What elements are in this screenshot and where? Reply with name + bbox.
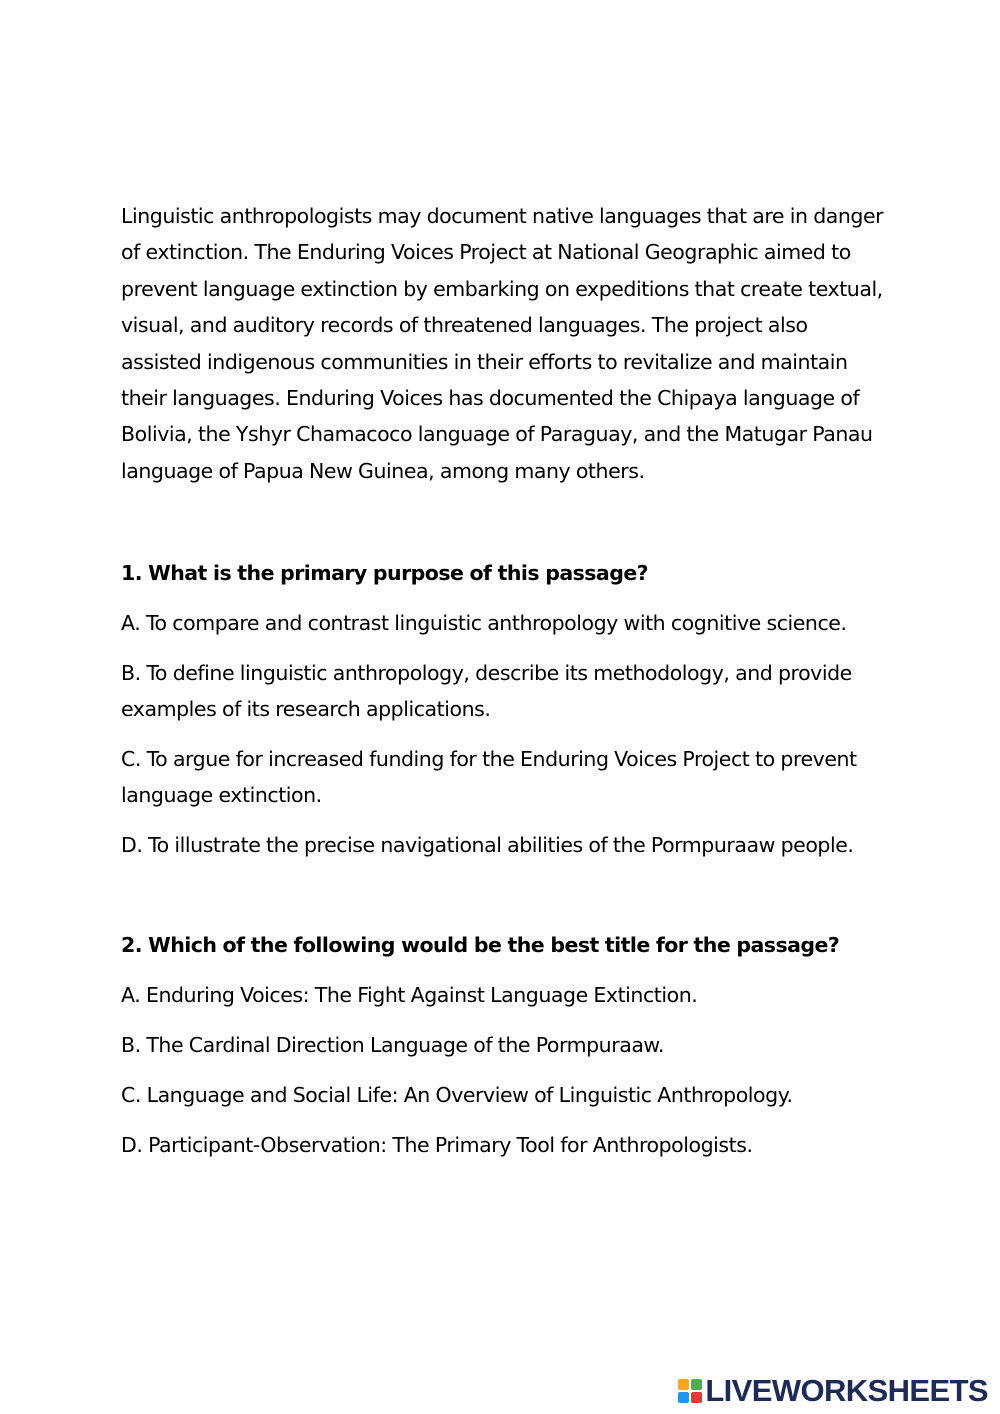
question-1	[121, 555, 891, 863]
answer-option[interactable]: D. To illustrate the precise navigational abilities of the Pormpuraaw people.	[121, 833, 854, 858]
question-title: 1. What is the primary purpose of this passage?	[121, 561, 649, 586]
brand-name: LIVEWORKSHEETS	[705, 1373, 988, 1408]
logo-tile-green	[691, 1379, 702, 1390]
answer-option[interactable]: B. The Cardinal Direction Language of the Pormpuraaw.	[121, 1033, 664, 1058]
logo-tile-orange	[678, 1379, 689, 1390]
answer-option[interactable]: C. To argue for increased funding for the Enduring Voices Project to prevent language extinction.	[121, 747, 857, 808]
liveworksheets-logo-icon	[678, 1379, 702, 1403]
answer-option[interactable]: A. To compare and contrast linguistic anthropology with cognitive science.	[121, 611, 847, 636]
question-2	[121, 927, 891, 1163]
answer-option[interactable]: A. Enduring Voices: The Fight Against Language Extinction.	[121, 983, 698, 1008]
liveworksheets-brand	[678, 1375, 988, 1407]
reading-passage: Linguistic anthropologists may document native languages that are in danger of extinction. The Enduring Voices Project at National Geographic aimed to prevent language extinction by embarking on expeditions that create textual, visual, and auditory records of threatened languages. The project also assisted indigenous communities in their efforts to revitalize and maintain their languages. Enduring Voices has documented the Chipaya language of Bolivia, the Yshyr Chamacoco language of Paraguay, and the Matugar Panau language of Papua New Guinea, among many others.	[121, 204, 884, 483]
answer-option[interactable]: C. Language and Social Life: An Overview of Linguistic Anthropology.	[121, 1083, 793, 1108]
answer-option[interactable]: D. Participant-Observation: The Primary Tool for Anthropologists.	[121, 1133, 753, 1158]
worksheet-page	[121, 198, 891, 1177]
logo-tile-blue	[678, 1392, 689, 1403]
question-title: 2. Which of the following would be the best title for the passage?	[121, 933, 840, 958]
answer-option[interactable]: B. To define linguistic anthropology, describe its methodology, and provide examples of its research applications.	[121, 661, 852, 722]
logo-tile-red	[691, 1392, 702, 1403]
